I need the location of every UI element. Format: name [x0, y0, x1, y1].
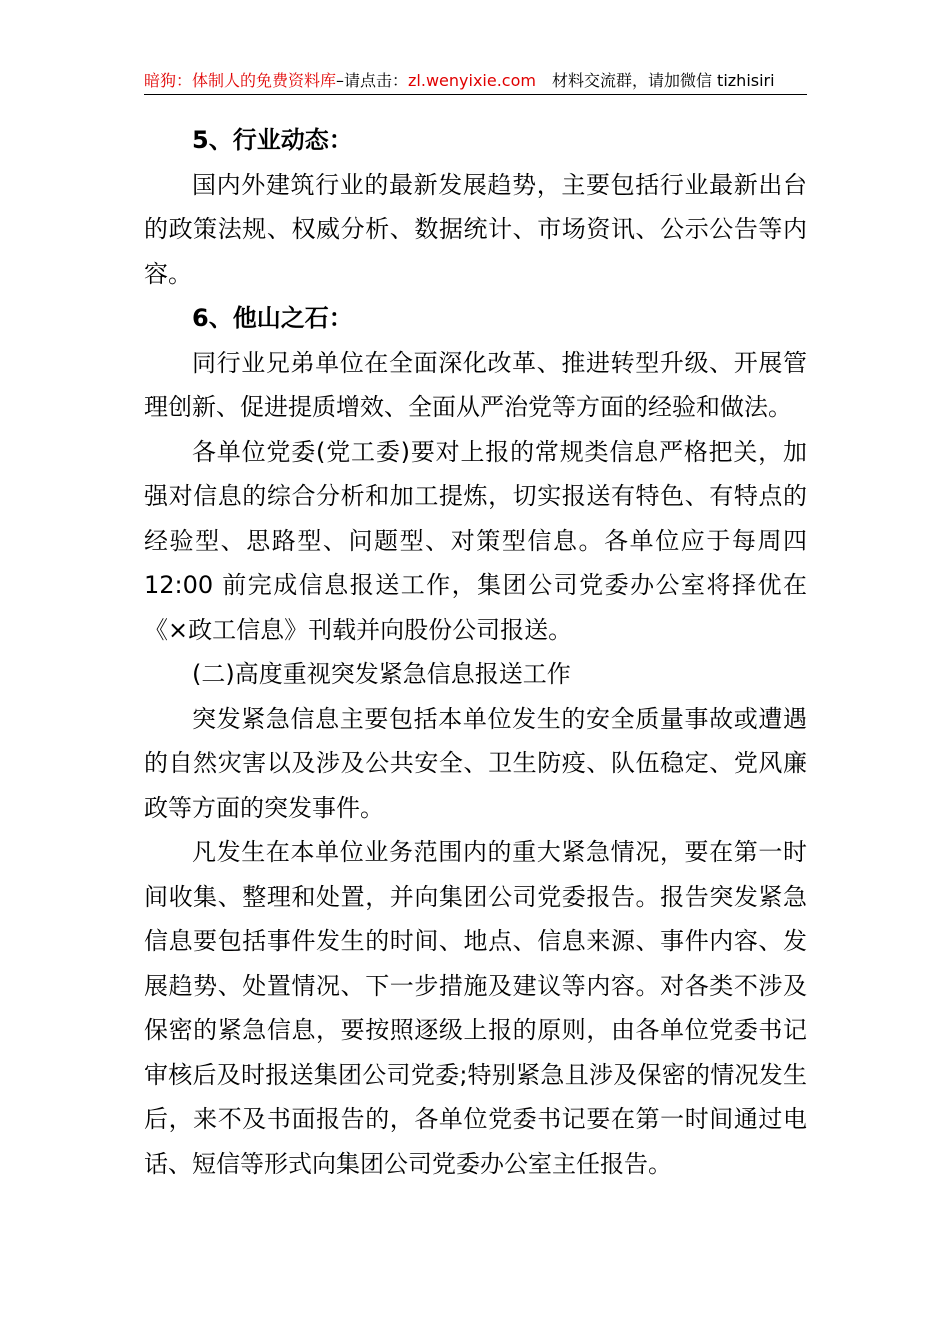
section-heading-industry-news: 5、行业动态：	[192, 126, 353, 154]
section-heading-other-experience: 6、他山之石：	[192, 304, 353, 332]
page-header	[144, 68, 807, 94]
header-link-prefix: –请点击：	[336, 71, 409, 90]
document-body	[144, 118, 807, 1186]
header-divider	[144, 94, 807, 95]
paragraph-emergency-reporting: 凡发生在本单位业务范围内的重大紧急情况，要在第一时间收集、整理和处置，并向集团公司党委报告。报告突发紧急信息要包括事件发生的时间、地点、信息来源、事件内容、发展趋势、处置情况、下一步措施及建议等内容。对各类不涉及保密的紧急信息，要按照逐级上报的原则，由各单位党委书记审核后及时报送集团公司党委;特别紧急且涉及保密的情况发生后，来不及书面报告的，各单位党委书记要在第一时间通过电话、短信等形式向集团公司党委办公室主任报告。	[144, 838, 807, 1178]
subsection-title-emergency: (二)高度重视突发紧急信息报送工作	[192, 660, 571, 688]
header-group-note: 材料交流群，请加微信 tizhisiri	[551, 71, 775, 90]
header-link[interactable]: zl.wenyixie.com	[408, 71, 536, 90]
header-source: 暗狗：体制人的免费资料库	[144, 71, 337, 90]
paragraph-other-experience: 同行业兄弟单位在全面深化改革、推进转型升级、开展管理创新、促进提质增效、全面从严治党等方面的经验和做法。	[144, 348, 807, 421]
paragraph-emergency-definition: 突发紧急信息主要包括本单位发生的安全质量事故或遭遇的自然灾害以及涉及公共安全、卫生防疫、队伍稳定、党风廉政等方面的突发事件。	[144, 704, 807, 822]
paragraph-routine-info: 各单位党委(党工委)要对上报的常规类信息严格把关，加强对信息的综合分析和加工提炼，切实报送有特色、有特点的经验型、思路型、问题型、对策型信息。各单位应于每周四12:00 前完成信息报送工作，集团公司党委办公室将择优在《×政工信息》刊载并向股份公司报送。	[144, 437, 807, 644]
paragraph-industry-news: 国内外建筑行业的最新发展趋势，主要包括行业最新出台的政策法规、权威分析、数据统计、市场资讯、公示公告等内容。	[144, 170, 807, 288]
